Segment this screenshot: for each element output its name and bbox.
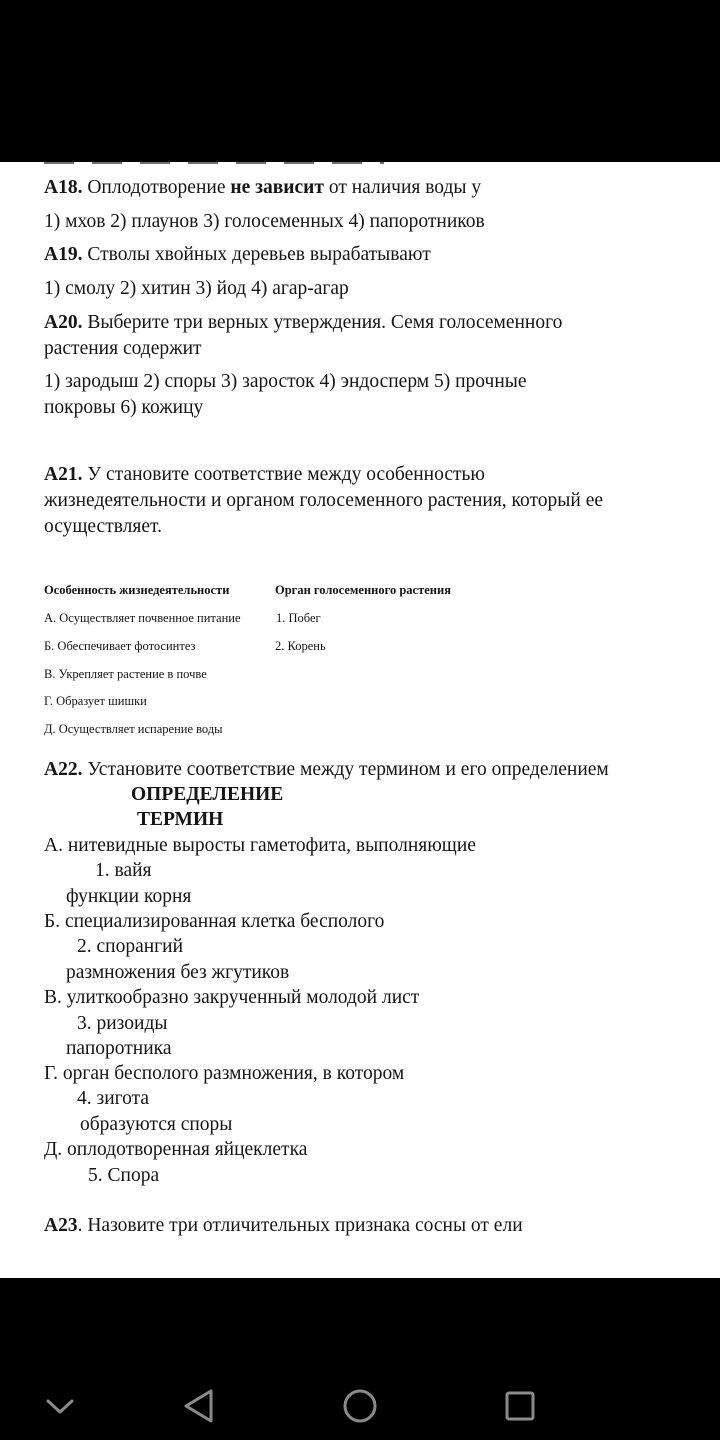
back-triangle-icon[interactable] [180,1386,220,1426]
question-text: Выберите три верных утверждения. Семя голосеменного [87,312,563,333]
question-text: от наличия воды у [328,177,482,198]
question-text: Стволы хвойных деревьев вырабатывают [87,244,431,265]
table-header-organ: Орган голосеменного растения [275,583,451,597]
a22-line: функции корня [66,886,192,907]
question-a20 [44,311,562,335]
question-a22 [44,758,609,782]
question-emphasis: не зависит [230,177,324,198]
question-text: Установите соответствие между термином и его определением [87,759,609,780]
a20-options-1: 1) зародыш 2) споры 3) заросток 4) эндосперм 5) прочные [44,371,527,392]
navigation-bar [0,1278,720,1440]
table-left-item: Б. Обеспечивает фотосинтез [44,639,196,653]
a20-line2: растения содержит [44,338,202,359]
table-left-item: Г. Образует шишки [44,694,147,708]
cropped-text-line [44,162,384,164]
a21-line2: жизнедеятельности и органом голосеменного растения, который ее [44,490,604,511]
question-a19 [44,243,431,267]
a22-line: образуются споры [80,1114,233,1135]
a22-line: А. нитевидные выросты гаметофита, выполняющие [44,835,476,856]
a22-line: Б. специализированная клетка бесполого [44,911,385,932]
document-page [0,162,720,1278]
question-number: A22. [44,759,83,780]
table-header-feature: Особенность жизнедеятельности [44,583,230,597]
a22-line: 2. спорангий [77,936,184,957]
question-a23 [44,1214,523,1238]
question-a18 [44,176,481,200]
a22-header-definition: ОПРЕДЕЛЕНИЕ [131,784,284,805]
question-number: A23 [44,1215,78,1236]
question-number: A18. [44,177,83,198]
chevron-down-icon[interactable] [40,1386,80,1426]
top-black-area [0,0,720,162]
table-right-item: 2. Корень [275,639,326,653]
question-number: A20. [44,312,83,333]
a22-line: 1. вайя [95,860,152,881]
a22-line: Г. орган бесполого размножения, в котором [44,1063,405,1084]
recents-square-icon[interactable] [500,1386,540,1426]
a22-line: 3. ризоиды [77,1013,168,1034]
question-number: A19. [44,244,83,265]
a18-options: 1) мхов 2) плаунов 3) голосеменных 4) папоротников [44,211,485,232]
a20-options-2: покровы 6) кожицу [44,397,204,418]
question-text: . Назовите три отличительных признака сосны от ели [77,1215,523,1236]
home-circle-icon[interactable] [340,1386,380,1426]
table-left-item: Д. Осуществляет испарение воды [44,722,223,736]
a22-header-term: ТЕРМИН [137,809,224,830]
a21-line3: осуществляет. [44,516,162,537]
a22-line: В. улиткообразно закрученный молодой лист [44,987,420,1008]
table-left-item: А. Осуществляет почвенное питание [44,611,241,625]
a22-line: Д. оплодотворенная яйцеклетка [44,1139,308,1160]
question-text: Оплодотворение [87,177,226,198]
table-left-item: В. Укрепляет растение в почве [44,667,207,681]
a19-options: 1) смолу 2) хитин 3) йод 4) агар-агар [44,278,349,299]
a22-line: 5. Спора [88,1165,160,1186]
table-right-item: 1. Побег [276,611,321,625]
a22-line: папоротника [66,1038,172,1059]
a22-line: размножения без жгутиков [66,962,290,983]
a22-line: 4. зигота [77,1088,150,1109]
question-number: A21. [44,464,83,485]
question-text: У становите соответствие между особенностью [87,464,485,485]
question-a21 [44,463,485,487]
